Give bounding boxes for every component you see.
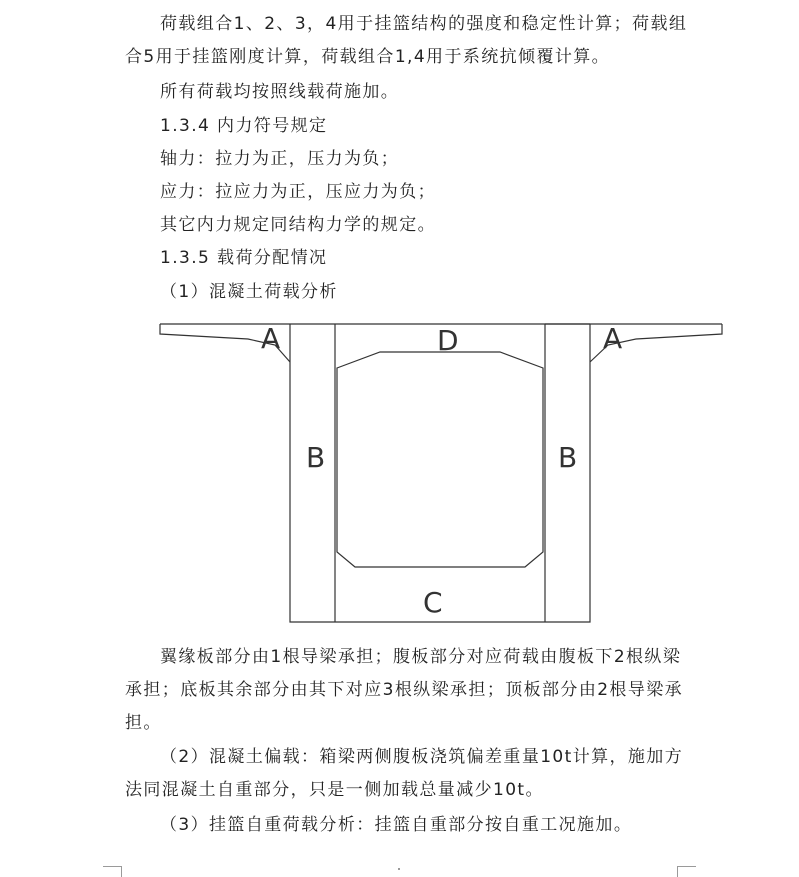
heading-1-3-4: 1.3.4 内力符号规定 (160, 116, 328, 136)
para1-line2: 合5用于挂篮刚度计算，荷载组合1,4用于系统抗倾覆计算。 (125, 47, 611, 67)
page-corner-mark-right (677, 866, 696, 877)
para-axial-force: 轴力：拉力为正，压力为负； (160, 149, 400, 169)
inner-chamber-outline (337, 352, 543, 567)
para6-line2: 承担；底板其余部分由其下对应3根纵梁承担；顶板部分由2根导梁承 (125, 680, 684, 700)
para1-line1: 荷载组合1、2、3，4用于挂篮结构的强度和稳定性计算；荷载组 (160, 14, 688, 34)
label-web-right: B (558, 441, 578, 474)
para6-line1: 翼缘板部分由1根导梁承担；腹板部分对应荷载由腹板下2根纵梁 (160, 647, 682, 667)
para7-line2: 法同混凝土自重部分，只是一侧加载总量减少10t。 (125, 780, 544, 800)
para6-line3: 担。 (125, 713, 162, 733)
label-bottom-slab: C (423, 586, 443, 619)
para-stress: 应力：拉应力为正，压应力为负； (160, 182, 436, 202)
label-flange-right: A (603, 322, 623, 355)
heading-1-3-5: 1.3.5 载荷分配情况 (160, 248, 328, 268)
label-top-slab: D (437, 324, 459, 357)
para8: （3）挂篮自重荷载分析：挂篮自重部分按自重工况施加。 (160, 815, 633, 835)
para-other-rules: 其它内力规定同结构力学的规定。 (160, 215, 436, 235)
para2: 所有荷载均按照线载荷施加。 (160, 82, 400, 102)
label-flange-left: A (261, 322, 281, 355)
flange-right-outline (545, 324, 722, 362)
para7-line1: （2）混凝土偏载：箱梁两侧腹板浇筑偏差重量10t计算，施加方 (160, 747, 684, 767)
subheading-concrete-load: （1）混凝土荷载分析 (160, 282, 338, 302)
page-corner-mark-left (103, 866, 122, 877)
label-web-left: B (306, 441, 326, 474)
page-center-dot (398, 868, 400, 870)
